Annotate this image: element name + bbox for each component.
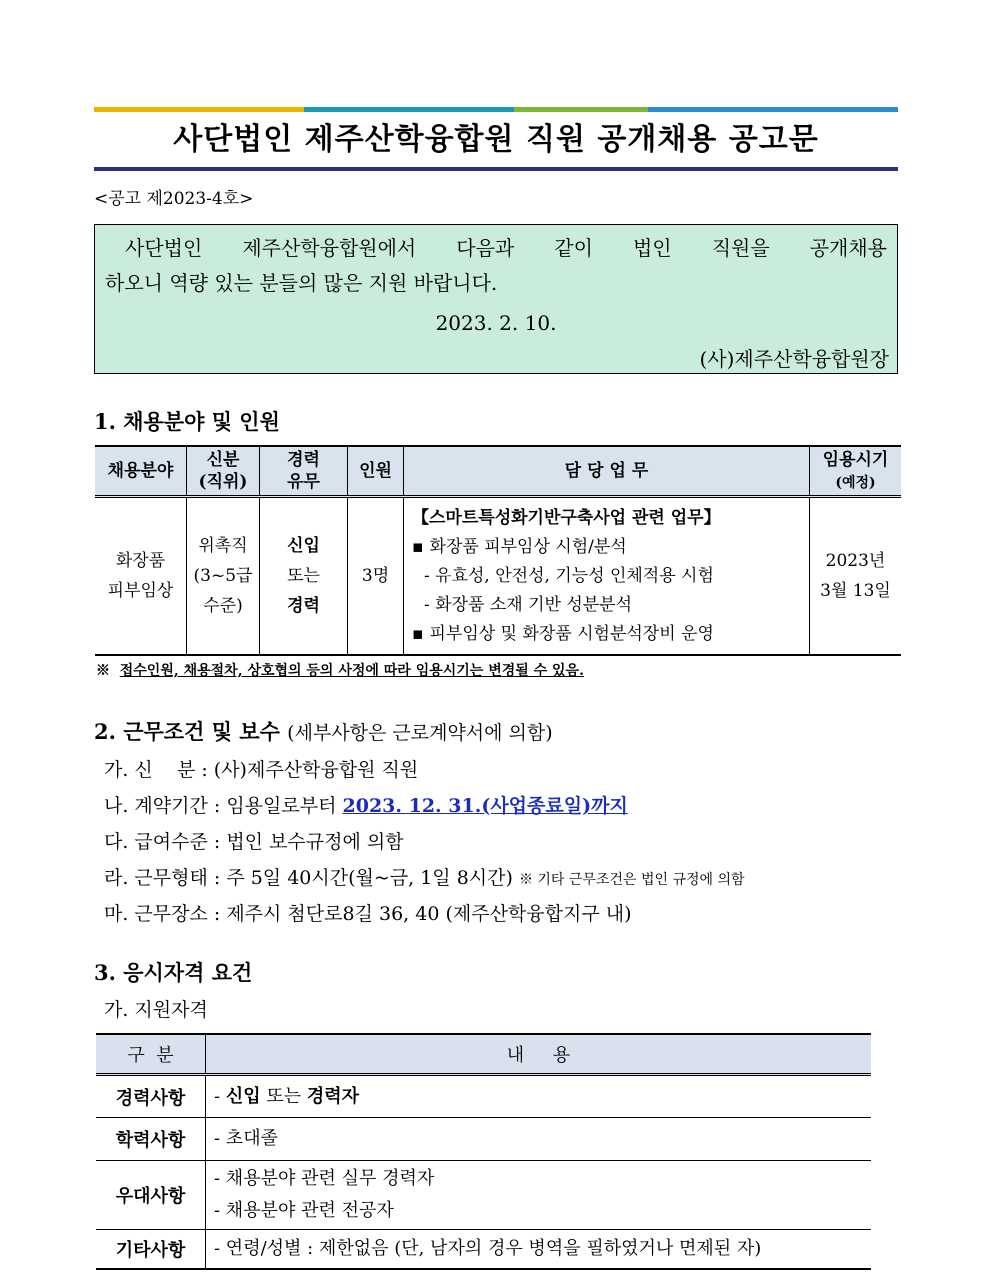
- table-row: [95, 497, 901, 656]
- intro-line-2: 하오니 역량 있는 분들의 많은 지원 바랍니다.: [105, 271, 498, 295]
- col-field: 채용분야: [95, 446, 187, 497]
- rule-segment-teal: [304, 107, 514, 112]
- note-text: 접수인원, 채용절차, 상호협의 등의 사정에 따라 임용시기는 변경될 수 있음.: [119, 663, 584, 679]
- row-label: 학력사항: [96, 1118, 206, 1161]
- work-type-note: ※ 기타 근무조건은 법인 규정에 의함: [518, 872, 745, 888]
- row-label: 기타사항: [96, 1230, 206, 1269]
- col-start: 임용시기 (예정): [810, 446, 902, 497]
- row-label: 경력사항: [96, 1075, 206, 1118]
- section-2-subheading: (세부사항은 근로계약서에 의함): [287, 722, 553, 744]
- condition-contract: 나. 계약기간 : 임용일로부터 2023. 12. 31.(사업종료일)까지: [104, 795, 628, 817]
- table-header-row: [96, 1034, 871, 1075]
- section-2-heading: 2. 근무조건 및 보수 (세부사항은 근로계약서에 의함): [94, 719, 553, 744]
- row-label: 우대사항: [96, 1161, 206, 1230]
- col-status: 신분 (직위): [187, 446, 260, 497]
- table-row: [96, 1161, 871, 1230]
- recruitment-table: [95, 445, 901, 656]
- section-3-heading: 3. 응시자격 요건: [94, 960, 253, 985]
- col-count: 인원: [348, 446, 404, 497]
- cell-count: 3명: [348, 497, 404, 656]
- title-bottom-rule: [94, 167, 898, 171]
- section-1-note: [96, 660, 584, 680]
- col-duty: 담 당 업 무: [404, 446, 810, 497]
- rule-segment-yellow: [94, 107, 304, 112]
- condition-salary: 다. 급여수준 : 법인 보수규정에 의함: [104, 831, 404, 853]
- cell-status: 위촉직 (3~5급 수준): [187, 497, 260, 656]
- section-1-heading: 1. 채용분야 및 인원: [94, 409, 280, 434]
- intro-text: [105, 231, 887, 301]
- col-experience: 경력 유무: [260, 446, 348, 497]
- col-content: 내 용: [206, 1034, 872, 1075]
- duty-subitem: - 화장품 소재 기반 성분분석: [424, 594, 633, 615]
- condition-location: 마. 근무장소 : 제주시 첨단로8길 36, 40 (제주산학융합지구 내): [104, 903, 632, 925]
- duty-subitem: - 유효성, 안전성, 기능성 인체적용 시험: [424, 565, 714, 586]
- intro-signer: (사)제주산학융합원장: [699, 347, 889, 371]
- table-row: [96, 1075, 871, 1118]
- page-title: 사단법인 제주산학융합원 직원 공개채용 공고문: [173, 122, 819, 157]
- condition-status: 가. 신 분 : (사)제주산학융합원 직원: [104, 759, 419, 781]
- col-category: 구 분: [96, 1034, 206, 1075]
- row-value: - 연령/성별 : 제한없음 (단, 남자의 경우 병역을 필하였거나 면제된 자): [206, 1230, 872, 1269]
- table-header-row: [95, 446, 901, 497]
- table-row: [96, 1230, 871, 1269]
- rule-segment-green: [514, 107, 648, 112]
- table-row: [96, 1118, 871, 1161]
- intro-line-1: 사단법인 제주산학융합원에서 다음과 같이 법인 직원을 공개채용: [125, 236, 887, 260]
- title-top-rule: [94, 107, 898, 112]
- duty-item: ▪ 화장품 피부임상 시험/분석: [412, 533, 809, 562]
- condition-work-type: 라. 근무형태 : 주 5일 40시간(월~금, 1일 8시간) ※ 기타 근무조건은 법인 규정에 의함: [104, 867, 745, 889]
- row-value: - 신입 또는 경력자: [206, 1075, 872, 1118]
- qualification-table: [96, 1033, 871, 1270]
- cell-duty: [404, 497, 810, 656]
- cell-experience: 신입 또는 경력: [260, 497, 348, 656]
- duty-title: 【스마트특성화기반구축사업 관련 업무】: [412, 507, 721, 528]
- note-mark: ※: [96, 663, 110, 679]
- contract-end-date: 2023. 12. 31.(사업종료일)까지: [342, 795, 628, 817]
- section-3-subheading: 가. 지원자격: [104, 999, 208, 1021]
- row-value: - 채용분야 관련 실무 경력자 - 채용분야 관련 전공자: [206, 1161, 872, 1230]
- row-value: - 초대졸: [206, 1118, 872, 1161]
- duty-item: ▪ 피부임상 및 화장품 시험분석장비 운영: [412, 620, 809, 649]
- cell-start: 2023년 3월 13일: [810, 497, 902, 656]
- intro-box: [94, 224, 898, 374]
- cell-field: 화장품 피부임상: [95, 497, 187, 656]
- notice-number: <공고 제2023-4호>: [94, 189, 254, 209]
- rule-segment-blue: [648, 107, 898, 112]
- intro-date: 2023. 2. 10.: [435, 311, 557, 335]
